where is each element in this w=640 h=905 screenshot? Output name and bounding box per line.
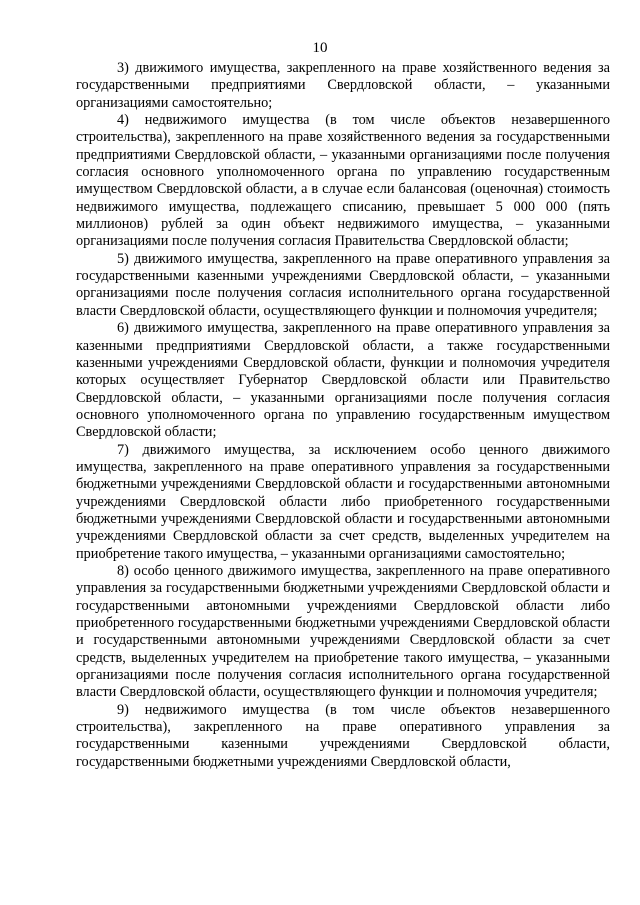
paragraph-item-3: 3) движимого имущества, закрепленного на праве хозяйственного ведения за государственными предприятиями Свердловской области, – указанными организациями самостоятельно;: [76, 60, 610, 111]
paragraph-item-8: 8) особо ценного движимого имущества, закрепленного на праве оперативного управления за государственными бюджетными учреждениями Свердловской области и государственными автономными учреждениями Свердловской области либо приобретенного государственными бюджетными учреждениями Свердловской области и государственными автономными учреждениями Свердловской области за счет средств, выделенных учредителем на приобретение такого имущества, – указанными организациями после получения согласия исполнительного органа государственной власти Свердловской области, осуществляющего функции и полномочия учредителя;: [76, 562, 610, 701]
page-number: 10: [312, 40, 328, 56]
paragraph-item-6: 6) движимого имущества, закрепленного на праве оперативного управления за казенными предприятиями Свердловской области, а также государственными казенными учреждениями Свердловской области, функции и полномочия учредителя которых осуществляет Губернатор Свердловской области или Правительство Свердловской области, – указанными организациями после получения согласия основного уполномоченного органа по управлению государственным имуществом Свердловской области;: [76, 320, 610, 441]
paragraph-item-9: 9) недвижимого имущества (в том числе объектов незавершенного строительства), закрепленного на праве оперативного управления за государственными казенными учреждениями Свердловской области, государственными бюджетными учреждениями Свердловской области,: [76, 701, 610, 770]
paragraph-item-4: 4) недвижимого имущества (в том числе объектов незавершенного строительства), закрепленного на праве хозяйственного ведения за государственными предприятиями Свердловской области, – указанными организациями после получения согласия основного уполномоченного органа по управлению государственным имуществом Свердловской области, а в случае если балансовая (оценочная) стоимость недвижимого имущества, подлежащего списанию, превышает 5 000 000 (пять миллионов) рублей за один объект недвижимого имущества, – указанными организациями после получения согласия Правительства Свердловской области;: [76, 112, 610, 250]
paragraph-item-7: 7) движимого имущества, за исключением особо ценного движимого имущества, закрепленного на праве оперативного управления за государственными бюджетными учреждениями Свердловской области и государственными автономными учреждениями Свердловской области либо приобретенного государственными бюджетными учреждениями Свердловской области и государственными автономными учреждениями Свердловской области за счет средств, выделенных учредителем на приобретение такого имущества, – указанными организациями самостоятельно;: [76, 441, 610, 562]
paragraph-item-5: 5) движимого имущества, закрепленного на праве оперативного управления за государственными казенными учреждениями Свердловской области, – указанными организациями после получения согласия исполнительного органа государственной власти Свердловской области, осуществляющего функции и полномочия учредителя;: [76, 250, 610, 319]
document-body: [76, 60, 610, 771]
